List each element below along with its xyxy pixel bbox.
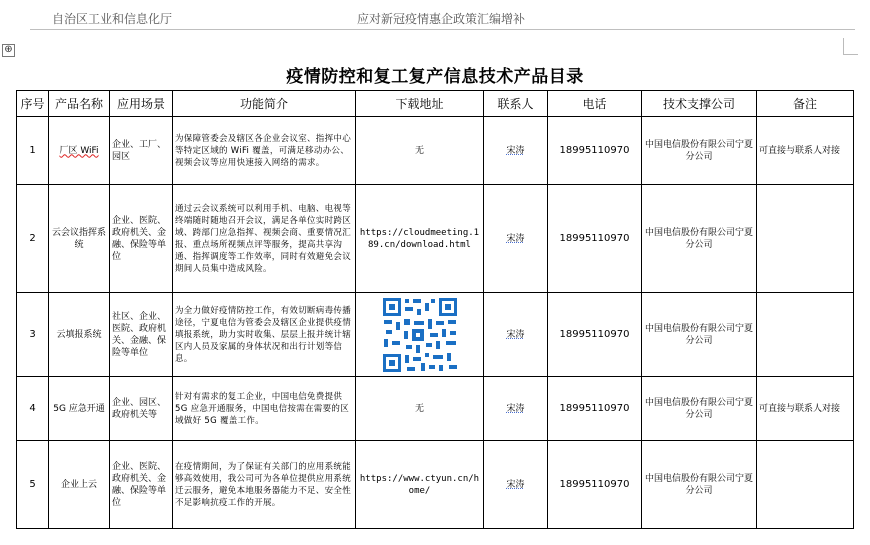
row-scene: 社区、企业、医院、政府机关、金融、保险等单位 [110,293,173,377]
header-row [17,91,854,117]
row-note [757,185,854,293]
row-scene: 企业、医院、政府机关、金融、保险等单位 [110,185,173,293]
row-contact-text: 宋涛 [506,145,525,156]
header-left: 自治区工业和信息化厅 [52,12,173,26]
crop-mark-right [843,38,858,55]
col-header-intro: 功能简介 [173,91,356,117]
row-contact-text: 宋涛 [506,233,525,244]
row-download: 无 [356,377,484,441]
col-header-name: 产品名称 [49,91,110,117]
row-contact [484,441,548,529]
col-header-contact: 联系人 [484,91,548,117]
row-intro: 在疫情期间，为了保证有关部门的应用系统能够高效使用，我公司可为各单位提供应用系统迁云服务，避免本地服务器能力不足、安全性不足影响抗疫工作的开展。 [173,441,356,529]
row-contact-text: 宋涛 [506,329,525,340]
row-scene: 企业、医院、政府机关、金融、保险等单位 [110,441,173,529]
row-phone: 18995110970 [548,441,642,529]
row-phone: 18995110970 [548,293,642,377]
row-contact-text: 宋涛 [506,479,525,490]
col-header-company: 技术支撑公司 [642,91,757,117]
row-no: 1 [17,117,49,185]
row-name-text: 厂区 WiFi [59,145,99,156]
table-row [17,185,854,293]
download-link[interactable]: https://cloudmeeting.189.cn/download.html [359,227,480,250]
table-row [17,377,854,441]
row-name [49,117,110,185]
row-note: 可直接与联系人对接 [757,377,854,441]
col-header-phone: 电话 [548,91,642,117]
row-company: 中国电信股份有限公司宁夏分公司 [642,293,757,377]
col-header-download: 下载地址 [356,91,484,117]
row-company: 中国电信股份有限公司宁夏分公司 [642,441,757,529]
row-name: 企业上云 [49,441,110,529]
row-download: 无 [356,117,484,185]
header-rule [30,29,855,30]
row-company: 中国电信股份有限公司宁夏分公司 [642,117,757,185]
row-company: 中国电信股份有限公司宁夏分公司 [642,377,757,441]
row-no: 3 [17,293,49,377]
row-no: 2 [17,185,49,293]
row-note: 可直接与联系人对接 [757,117,854,185]
row-intro: 通过云会议系统可以利用手机、电脑、电视等终端随时随地召开会议，满足各单位实时跨区域、跨部门应急指挥、视频会商、重要情况汇报、重点场所视频点评等服务，提高共享沟通、指挥调度等工作效率，同时有效避免会议期间人员集中造成风险。 [173,185,356,293]
page-title: 疫情防控和复工复产信息技术产品目录 [286,67,584,87]
header-right: 应对新冠疫情惠企政策汇编增补 [357,12,526,26]
row-phone: 18995110970 [548,377,642,441]
table-row [17,441,854,529]
row-scene: 企业、园区、政府机关等 [110,377,173,441]
table-row [17,293,854,377]
col-header-no: 序号 [17,91,49,117]
row-download [356,441,484,529]
download-link[interactable]: https://www.ctyun.cn/home/ [359,473,480,496]
row-contact [484,293,548,377]
row-scene: 企业、工厂、园区 [110,117,173,185]
col-header-note: 备注 [757,91,854,117]
row-no: 5 [17,441,49,529]
move-handle-icon[interactable]: ⊕ [2,44,15,57]
row-contact [484,117,548,185]
row-name: 云会议指挥系统 [49,185,110,293]
table-row [17,117,854,185]
row-contact [484,377,548,441]
row-contact-text: 宋涛 [506,403,525,414]
row-no: 4 [17,377,49,441]
row-intro: 针对有需求的复工企业，中国电信免费提供 5G 应急开通服务，中国电信按需在需要的区域做好 5G 覆盖工作。 [173,377,356,441]
product-table [16,90,854,529]
row-note [757,293,854,377]
row-name: 云填报系统 [49,293,110,377]
row-contact [484,185,548,293]
row-company: 中国电信股份有限公司宁夏分公司 [642,185,757,293]
row-note [757,441,854,529]
row-intro: 为保障管委会及辖区各企业会议室、指挥中心等特定区域的 WiFi 覆盖，可满足移动办公、视频会议等应用快速接入网络的需求。 [173,117,356,185]
col-header-scene: 应用场景 [110,91,173,117]
row-download [356,293,484,377]
row-name: 5G 应急开通 [49,377,110,441]
row-phone: 18995110970 [548,117,642,185]
row-phone: 18995110970 [548,185,642,293]
row-intro: 为全力做好疫情防控工作，有效切断病毒传播途径，宁夏电信为管委会及辖区企业提供疫情填报系统，助力实时收集、层层上报并统计辖区内人员及家属的身体状况和出行计划等信息。 [173,293,356,377]
qr-code-icon[interactable] [380,295,460,375]
row-download [356,185,484,293]
